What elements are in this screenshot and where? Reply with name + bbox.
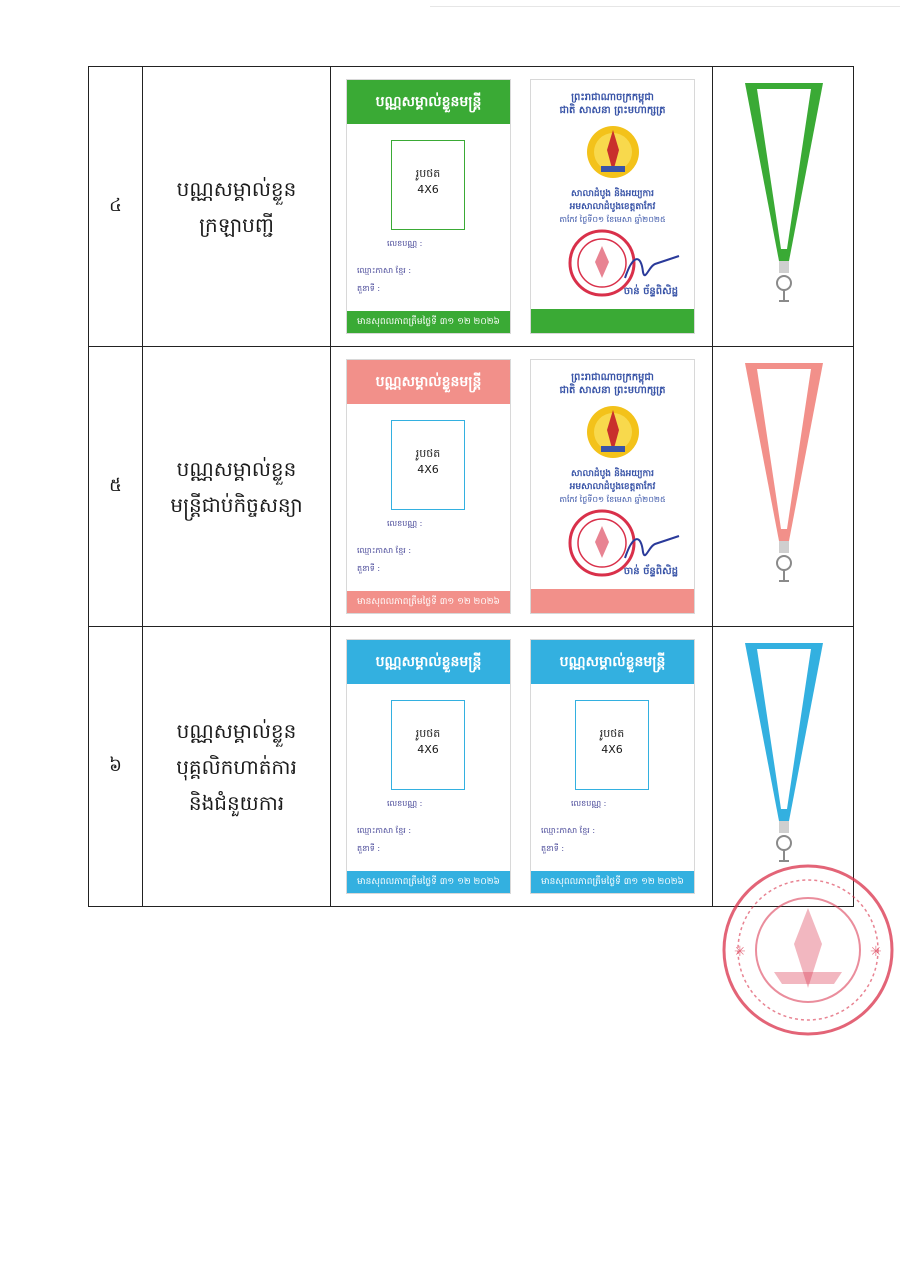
photo-label: រូបថត bbox=[415, 447, 441, 460]
card-samples-cell bbox=[331, 627, 713, 907]
name-field: ឈ្មោះ​ភាសា ខ្មែរ : bbox=[357, 546, 412, 555]
svg-text:✳: ✳ bbox=[870, 944, 882, 960]
kingdom-title: ព្រះរាជាណាចក្រកម្ពុជា bbox=[571, 372, 654, 383]
photo-size: 4X6 bbox=[417, 463, 439, 476]
card-type-line: បណ្ណសម្គាល់ខ្លួន bbox=[176, 456, 297, 481]
card-type-line: បណ្ណសម្គាល់ខ្លួន bbox=[176, 718, 297, 743]
photo-size: 4X6 bbox=[417, 743, 439, 756]
name-field: ឈ្មោះ​ភាសា ខ្មែរ : bbox=[357, 266, 412, 275]
validity-strip: មានសុពលភាពត្រឹមថ្ងៃទី ៣១ ១២ ២០២៦ bbox=[531, 871, 694, 893]
position-field: តួនាទី : bbox=[357, 844, 381, 853]
scan-edge-line bbox=[430, 6, 900, 7]
kingdom-title: ព្រះរាជាណាចក្រកម្ពុជា bbox=[571, 92, 654, 103]
card-type-name bbox=[143, 627, 331, 907]
card-front bbox=[347, 80, 510, 333]
card-front bbox=[347, 360, 510, 613]
national-motto: ជាតិ សាសនា ព្រះមហាក្សត្រ bbox=[559, 105, 666, 116]
card-back bbox=[531, 80, 694, 333]
card-samples-cell bbox=[331, 67, 713, 347]
card-type-line: និងជំនួយការ bbox=[188, 790, 285, 815]
issue-date: តាកែវ ថ្ងៃទី០១ ខែមេសា ឆ្នាំ២០២៥ bbox=[559, 495, 666, 504]
signer-name: ចាន់ ច័ន្ទពិសិដ្ឋ bbox=[623, 286, 678, 297]
card-header: បណ្ណសម្គាល់ខ្លួនមន្ត្រី bbox=[347, 360, 510, 404]
card-header: បណ្ណសម្គាល់ខ្លួនមន្ត្រី bbox=[531, 640, 694, 684]
lanyard-icon bbox=[741, 639, 827, 869]
official-stamp-icon bbox=[714, 860, 902, 1040]
card-type-line: មន្ត្រីជាប់កិច្ចសន្យា bbox=[170, 492, 303, 517]
card-type-line: ក្រឡាបញ្ជី bbox=[199, 212, 274, 237]
photo-box bbox=[391, 700, 465, 790]
validity-strip: មានសុពលភាពត្រឹមថ្ងៃទី ៣១ ១២ ២០២៦ bbox=[347, 871, 510, 893]
photo-box bbox=[575, 700, 649, 790]
card-type-line: បុគ្គលិកហាត់ការ bbox=[176, 754, 297, 779]
card-back bbox=[531, 360, 694, 613]
name-field: ឈ្មោះ​ភាសា ខ្មែរ : bbox=[357, 826, 412, 835]
lanyard-icon bbox=[741, 79, 827, 309]
card-front bbox=[347, 640, 510, 893]
color-strip bbox=[531, 309, 694, 333]
card-number-field: លេខបណ្ណ : bbox=[387, 799, 423, 808]
photo-label: រូបថត bbox=[415, 727, 441, 740]
lanyard-cell bbox=[713, 67, 854, 347]
authority-line-2: អមសាលាដំបូងខេត្តតាកែវ bbox=[569, 202, 656, 212]
table-row bbox=[89, 67, 854, 347]
validity-strip: មានសុពលភាពត្រឹមថ្ងៃទី ៣១ ១២ ២០២៦ bbox=[347, 591, 510, 613]
row-number: ៤ bbox=[89, 67, 143, 347]
photo-label: រូបថត bbox=[599, 727, 625, 740]
card-front-copy bbox=[531, 640, 694, 893]
card-number-field: លេខបណ្ណ : bbox=[387, 519, 423, 528]
card-type-line: បណ្ណសម្គាល់ខ្លួន bbox=[176, 176, 297, 201]
signature-icon bbox=[619, 248, 685, 288]
signature-icon bbox=[619, 528, 685, 568]
signer-name: ចាន់ ច័ន្ទពិសិដ្ឋ bbox=[623, 566, 678, 577]
photo-box bbox=[391, 140, 465, 230]
card-header: បណ្ណសម្គាល់ខ្លួនមន្ត្រី bbox=[347, 640, 510, 684]
card-samples-cell bbox=[331, 347, 713, 627]
position-field: តួនាទី : bbox=[357, 564, 381, 573]
validity-strip: មានសុពលភាពត្រឹមថ្ងៃទី ៣១ ១២ ២០២៦ bbox=[347, 311, 510, 333]
card-header: បណ្ណសម្គាល់ខ្លួនមន្ត្រី bbox=[347, 80, 510, 124]
row-number: ៥ bbox=[89, 347, 143, 627]
authority-line-1: សាលាដំបូង និងអយ្យការ bbox=[571, 189, 654, 199]
photo-box bbox=[391, 420, 465, 510]
photo-size: 4X6 bbox=[601, 743, 623, 756]
photo-label: រូបថត bbox=[415, 167, 441, 180]
card-number-field: លេខបណ្ណ : bbox=[571, 799, 607, 808]
svg-text:✳: ✳ bbox=[734, 944, 746, 960]
position-field: តួនាទី : bbox=[357, 284, 381, 293]
card-type-name bbox=[143, 347, 331, 627]
position-field: តួនាទី : bbox=[541, 844, 565, 853]
court-emblem-icon bbox=[583, 400, 643, 464]
row-number: ៦ bbox=[89, 627, 143, 907]
national-motto: ជាតិ សាសនា ព្រះមហាក្សត្រ bbox=[559, 385, 666, 396]
card-type-name bbox=[143, 67, 331, 347]
card-number-field: លេខបណ្ណ : bbox=[387, 239, 423, 248]
name-field: ឈ្មោះ​ភាសា ខ្មែរ : bbox=[541, 826, 596, 835]
photo-size: 4X6 bbox=[417, 183, 439, 196]
table-row bbox=[89, 347, 854, 627]
court-emblem-icon bbox=[583, 120, 643, 184]
id-card-table bbox=[88, 66, 854, 907]
issue-date: តាកែវ ថ្ងៃទី០១ ខែមេសា ឆ្នាំ២០២៥ bbox=[559, 215, 666, 224]
lanyard-icon bbox=[741, 359, 827, 589]
authority-line-1: សាលាដំបូង និងអយ្យការ bbox=[571, 469, 654, 479]
color-strip bbox=[531, 589, 694, 613]
lanyard-cell bbox=[713, 347, 854, 627]
authority-line-2: អមសាលាដំបូងខេត្តតាកែវ bbox=[569, 482, 656, 492]
